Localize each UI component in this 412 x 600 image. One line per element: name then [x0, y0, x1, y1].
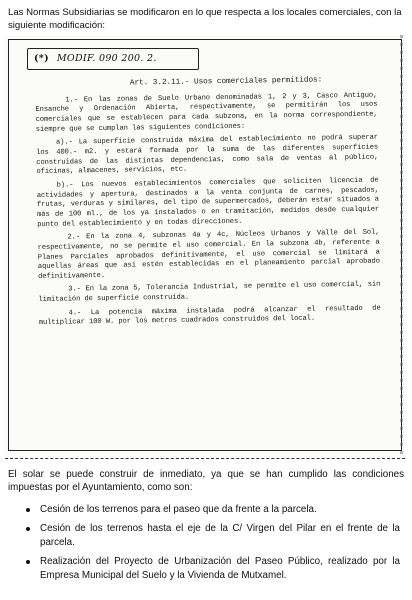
article-paragraph: 1.- En las zonas de Suelo Urbano denominadas 1, 2 y 3, Casco Antiguo, Ensanche y Ordenación Abierta, respectivamente, se permitirán los usos comerciales que se establecen para cada subzona, en la norma correspondiente, siempre que se cumplan las siguientes condiciones: [35, 91, 378, 134]
condition-text: Cesión de los terrenos hasta el eje de la C/ Virgen del Pilar en el frente de la parcela. [40, 523, 400, 548]
list-item [26, 503, 400, 516]
conditions-list [26, 503, 400, 588]
stamp-star: (*) [34, 53, 49, 64]
stamp-text: MODIF. 090 200. 2. [56, 53, 157, 64]
article-paragraph: a).- La superficie construida máxima del establecimiento no podrá superar los 400.- m2. y estará formada por la suma de las diferentes superficies construidas de las distintas dependencias, como sala de ventas al público, oficinas, almacenes, servicios, etc. [36, 133, 379, 177]
bullet-icon [26, 560, 30, 564]
bullet-icon [26, 527, 30, 531]
bullet-icon [26, 508, 30, 512]
article-title: Art. 3.2.11.- Usos comerciales permitidos: [129, 76, 323, 88]
outro-paragraph: El solar se puede construir de inmediato, ya que se han cumplido las condiciones impuestas por el Ayuntamiento, como son: [8, 469, 404, 494]
article-paragraph: 3.- En la zona 5, Tolerancia Industrial, se permite el uso comercial, sin limitación de superficie construida. [38, 281, 381, 305]
list-item [26, 555, 400, 582]
scan-binding-edge [400, 35, 403, 458]
handwritten-stamp [27, 48, 199, 70]
intro-paragraph: Las Normas Subsidiarias se modificaron en lo que respecta a los locales comerciales, con la siguiente modificación: [8, 7, 402, 31]
typewritten-text [35, 76, 381, 333]
article-paragraph: 4.- La potencia máxima instalada podrá alcanzar el resultado de multiplicar 100 W. por los metros cuadrados construidos del local. [38, 304, 381, 328]
scanned-document [5, 35, 405, 459]
article-paragraph: 2.- En la zona 4, subzonas 4a y 4c, Núcleos Urbanos y Valle del Sol, respectivamente, no se permite el uso comercial. En la subzona 4b, referente a Planes Parciales aprobados definitivamente, el uso comercial se limitará a aquellas áreas que así estén establecidas en el planeamiento parcial aprobado definitivamente. [37, 228, 380, 281]
condition-text: Realización del Proyecto de Urbanización del Paseo Público, realizado por la Empresa Municipal del Suelo y la Vivienda de Mutxamel. [40, 556, 400, 581]
list-item [26, 522, 400, 549]
condition-text: Cesión de los terrenos para el paseo que da frente a la parcela. [40, 504, 317, 515]
article-paragraph: b).- Los nuevos establecimientos comerciales que soliciten licencia de actividades y apertura, destinados a la venta conjunta de carnes, pescados, frutas, verduras y similares, del tipo de supermercados, deberán estar situados a más de 100 ml., de los ya instalados o en tramitación, medidos desde cualquier punto del establecimiento y en todas direcciones. [36, 176, 380, 229]
